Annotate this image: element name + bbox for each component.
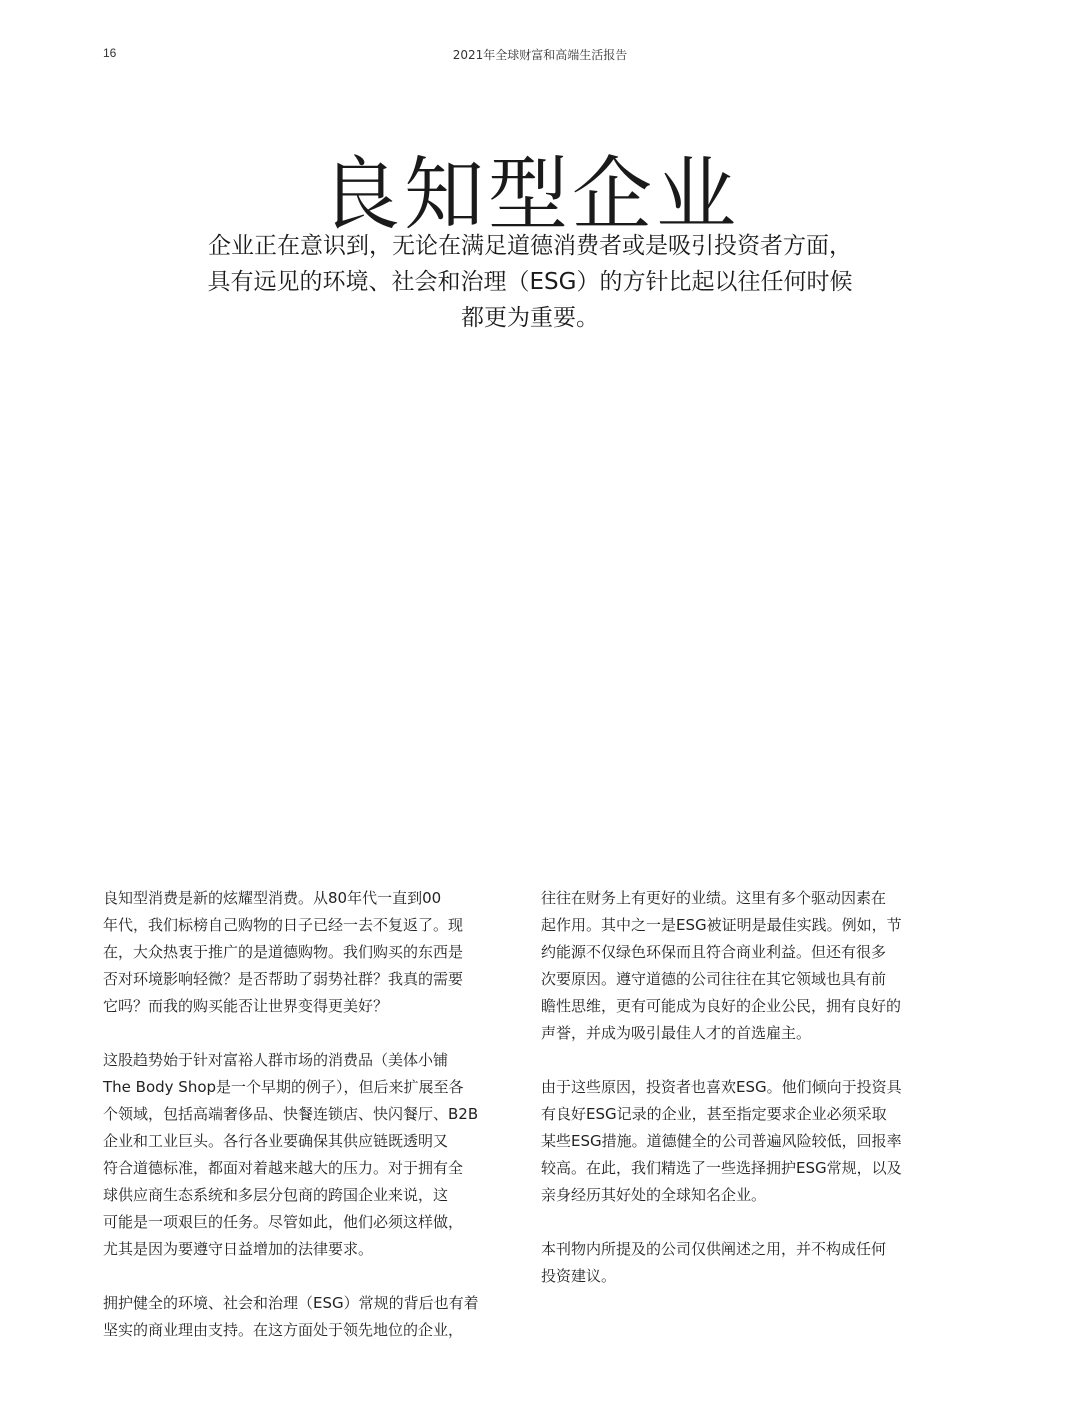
paragraph [541, 1074, 961, 1209]
text-line: 个领域，包括高端奢侈品、快餐连锁店、快闪餐厅、B2B [103, 1105, 479, 1123]
page-title: 良知型企业 [320, 147, 740, 241]
paragraph [541, 1236, 961, 1290]
text-line: 符合道德标准，都面对着越来越大的压力。对于拥有全 [103, 1159, 464, 1177]
text-line: 良知型消费是新的炫耀型消费。从80年代一直到00 [103, 889, 442, 907]
text-line: 拥护健全的环境、社会和治理（ESG）常规的背后也有着 [103, 1294, 479, 1312]
intro-line: 都更为重要。 [461, 305, 599, 331]
paragraph [541, 885, 961, 1047]
text-line: 投资建议。 [541, 1267, 617, 1285]
text-line: 亲身经历其好处的全球知名企业。 [541, 1186, 767, 1204]
text-line: 某些ESG措施。道德健全的公司普遍风险较低，回报率 [541, 1132, 902, 1150]
paragraph [103, 885, 523, 1020]
text-line: 次要原因。遵守道德的公司往往在其它领域也具有前 [541, 970, 887, 988]
paragraph [103, 1290, 523, 1344]
text-line: The Body Shop是一个早期的例子），但后来扩展至各 [103, 1078, 464, 1096]
intro-line: 企业正在意识到，无论在满足道德消费者或是吸引投资者方面， [208, 233, 852, 259]
text-line: 往往在财务上有更好的业绩。这里有多个驱动因素在 [541, 889, 887, 907]
text-line: 可能是一项艰巨的任务。尽管如此，他们必须这样做， [103, 1213, 464, 1231]
text-line: 年代，我们标榜自己购物的日子已经一去不复返了。现 [103, 916, 464, 934]
intro-paragraph [160, 228, 900, 336]
text-line: 声誉，并成为吸引最佳人才的首选雇主。 [541, 1024, 812, 1042]
text-line: 瞻性思维，更有可能成为良好的企业公民，拥有良好的 [541, 997, 902, 1015]
text-line: 球供应商生态系统和多层分包商的跨国企业来说，这 [103, 1186, 449, 1204]
text-line: 有良好ESG记录的企业，甚至指定要求企业必须采取 [541, 1105, 887, 1123]
right-column [541, 885, 961, 1317]
text-line: 较高。在此，我们精选了一些选择拥护ESG常规，以及 [541, 1159, 902, 1177]
text-line: 这股趋势始于针对富裕人群市场的消费品（美体小铺 [103, 1051, 449, 1069]
text-line: 约能源不仅绿色环保而且符合商业利益。但还有很多 [541, 943, 887, 961]
left-column [103, 885, 523, 1371]
text-line: 在，大众热衷于推广的是道德购物。我们购买的东西是 [103, 943, 464, 961]
text-line: 坚实的商业理由支持。在这方面处于领先地位的企业， [103, 1321, 464, 1339]
text-line: 由于这些原因，投资者也喜欢ESG。他们倾向于投资具 [541, 1078, 902, 1096]
paragraph [103, 1047, 523, 1263]
running-header: 2021年全球财富和高端生活报告 [452, 48, 628, 62]
intro-line: 具有远见的环境、社会和治理（ESG）的方针比起以往任何时候 [207, 269, 853, 295]
text-line: 尤其是因为要遵守日益增加的法律要求。 [103, 1240, 374, 1258]
text-line: 企业和工业巨头。各行各业要确保其供应链既透明又 [103, 1132, 449, 1150]
text-line: 它吗？而我的购买能否让世界变得更美好？ [103, 997, 389, 1015]
text-line: 否对环境影响轻微？是否帮助了弱势社群？我真的需要 [103, 970, 464, 988]
text-line: 起作用。其中之一是ESG被证明是最佳实践。例如，节 [541, 916, 902, 934]
page-number: 16 [103, 46, 117, 60]
text-line: 本刊物内所提及的公司仅供阐述之用，并不构成任何 [541, 1240, 887, 1258]
